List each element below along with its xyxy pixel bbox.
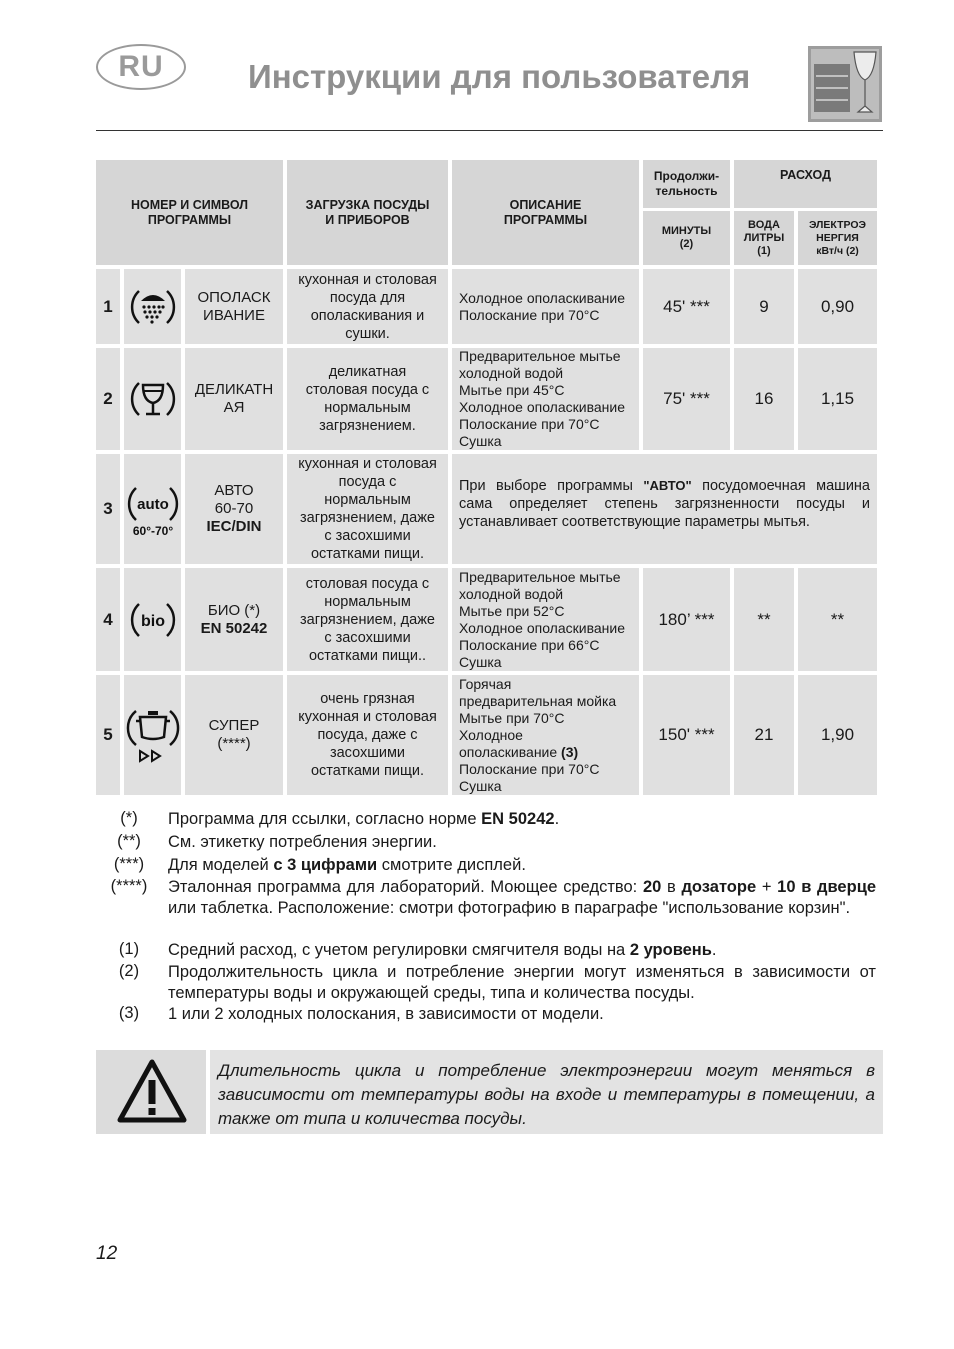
row-5-desc-line: Горячая <box>459 675 512 692</box>
footnote-mark: (**) <box>117 832 141 850</box>
row-2-number: 2 <box>96 348 120 450</box>
auto-icon-text: auto <box>136 496 169 513</box>
footnote-text: 1 или 2 холодных полоскания, в зависимости от модели. <box>168 1005 604 1023</box>
row-4-number: 4 <box>96 568 120 671</box>
row-2-minutes: 75' *** <box>643 348 730 450</box>
row-1-icon-cell <box>124 269 181 344</box>
footnote-text: Для моделей с 3 цифрами смотрите дисплей. <box>168 856 526 874</box>
row-3-name: АВТО 60-70 <box>214 482 254 517</box>
row-2-energy: 1,15 <box>798 348 877 450</box>
dishwasher-glass-photo <box>808 46 882 122</box>
bio-icon <box>127 594 179 646</box>
row-3-description-auto: "АВТО" <box>643 478 692 493</box>
row-5-desc-rinse-note: (3) <box>561 743 579 760</box>
row-3-name-cell <box>185 454 283 564</box>
language-code: RU <box>118 50 164 83</box>
row-5-number: 5 <box>96 675 120 795</box>
row-4-icon-cell <box>124 568 181 671</box>
row-4-name: БИО (*) <box>207 601 261 619</box>
header-duration: Продолжи- тельность <box>643 160 730 208</box>
warning-triangle-icon <box>116 1056 188 1126</box>
footnote-text: См. этикетку потребления энергии. <box>168 833 437 851</box>
row-4-energy: ** <box>798 568 877 671</box>
pot-super-icon <box>126 705 180 765</box>
row-5-desc-line: предварительная мойка <box>459 692 617 709</box>
row-3-description-pre: При выборе программы <box>459 478 644 494</box>
header-loading: ЗАГРУЗКА ПОСУДЫ И ПРИБОРОВ <box>287 160 448 265</box>
row-1-loading: кухонная и столовая посуда для ополаскивания и сушки. <box>287 269 448 344</box>
row-1-energy: 0,90 <box>798 269 877 344</box>
row-4-minutes: 180’ *** <box>643 568 730 671</box>
row-3-number: 3 <box>96 454 120 564</box>
footnote-text: Программа для ссылки, согласно норме EN 50242. <box>168 810 560 828</box>
row-1-minutes: 45' *** <box>643 269 730 344</box>
footnote-text: Эталонная программа для лабораторий. Моющее средство: 20 в дозаторе + 10 в дверце или таблетка. Расположение: смотри фотографию в параграфе "использование корзин". <box>168 878 877 917</box>
row-3-standard: IEC/DIN <box>206 518 262 535</box>
row-2-description: Предварительное мытье холодной водой Мытье при 45°С Холодное ополаскивание Полоскание при 70°С Сушка <box>452 348 639 450</box>
row-3-loading: кухонная и столовая посуда с нормальным загрязнением, даже с засохшими остатками пищи. <box>287 454 448 564</box>
row-5-desc-rinse-text: ополаскивание <box>459 743 562 760</box>
footnote-mark: (3) <box>118 1004 140 1022</box>
wine-glass-icon <box>127 373 179 425</box>
header-description: ОПИСАНИЕ ПРОГРАММЫ <box>452 160 639 265</box>
row-2-water: 16 <box>734 348 794 450</box>
row-4-standard: EN 50242 <box>200 619 268 637</box>
footnote-mark: (*) <box>120 809 138 827</box>
row-5-icon-cell <box>124 675 181 795</box>
row-3-description <box>452 454 877 564</box>
footnote-text: Продолжительность цикла и потребление энергии могут изменяться в зависимости от температуры воды и окружающей среды, типа и количества посуды. <box>168 963 876 1002</box>
row-4-water: ** <box>734 568 794 671</box>
row-5-desc-line: Сушка <box>459 777 502 794</box>
row-3-description-post: посудомоечная машина сама определяет степень загрязненности посуды и устанавливает соответствующие параметры мытья. <box>459 478 870 530</box>
row-1-water: 9 <box>734 269 794 344</box>
row-2-icon-cell <box>124 348 181 450</box>
row-5-description <box>452 675 639 795</box>
row-2-loading: деликатная столовая посуда с нормальным загрязнением. <box>287 348 448 450</box>
footnote-text: Средний расход, с учетом регулировки смягчителя воды на 2 уровень. <box>168 941 717 959</box>
page-title: Инструкции для пользователя <box>248 58 751 95</box>
row-4-loading: столовая посуда с нормальным загрязнением, даже с засохшими остатками пищи.. <box>287 568 448 671</box>
row-5-minutes: 150' *** <box>643 675 730 795</box>
header-energy: ЭЛЕКТРОЭ НЕРГИЯ кВт/ч (2) <box>798 211 877 265</box>
row-5-desc-line: Мытье при 70°С <box>459 709 565 726</box>
warning-icon-box <box>96 1050 206 1134</box>
header-consumption: РАСХОД <box>734 160 877 208</box>
row-1-number: 1 <box>96 269 120 344</box>
row-5-loading: очень грязная кухонная и столовая посуда, даже с засохшими остатками пищи. <box>287 675 448 795</box>
row-5-desc-rinse <box>459 744 616 761</box>
row-1-name: ОПОЛАСК ИВАНИЕ <box>185 269 283 344</box>
header-minutes: МИНУТЫ (2) <box>643 211 730 265</box>
shower-rinse-icon <box>127 281 179 333</box>
auto-icon-temperature: 60°-70° <box>132 524 173 538</box>
header-water: ВОДА ЛИТРЫ (1) <box>734 211 794 265</box>
language-badge <box>96 44 186 90</box>
footnote-mark: (****) <box>110 877 148 895</box>
footnote-mark: (1) <box>118 940 140 958</box>
footnote-mark: (2) <box>118 962 140 980</box>
header-divider <box>96 130 883 131</box>
row-5-desc-line: Полоскание при 70°С <box>459 760 600 777</box>
auto-icon <box>126 480 180 538</box>
warning-text: Длительность цикла и потребление электроэнергии могут меняться в зависимости от температуры воды на входе и температуры в помещении, а также от типа и количества посуды. <box>210 1050 883 1134</box>
row-2-name: ДЕЛИКАТН АЯ <box>185 348 283 450</box>
footnote-mark: (***) <box>113 855 145 873</box>
header-program: НОМЕР И СИМВОЛ ПРОГРАММЫ <box>96 160 283 265</box>
row-4-name-cell <box>185 568 283 671</box>
page-number: 12 <box>96 1243 118 1264</box>
row-5-desc-line: Холодное <box>459 726 523 743</box>
row-4-description: Предварительное мытье холодной водой Мытье при 52°С Холодное ополаскивание Полоскание при 66°С Сушка <box>452 568 639 671</box>
row-5-water: 21 <box>734 675 794 795</box>
row-1-description: Холодное ополаскивание Полоскание при 70°С <box>452 269 639 344</box>
bio-icon-text: bio <box>140 612 165 630</box>
row-5-name: СУПЕР (****) <box>185 675 283 795</box>
row-3-icon-cell <box>124 454 181 564</box>
row-5-energy: 1,90 <box>798 675 877 795</box>
